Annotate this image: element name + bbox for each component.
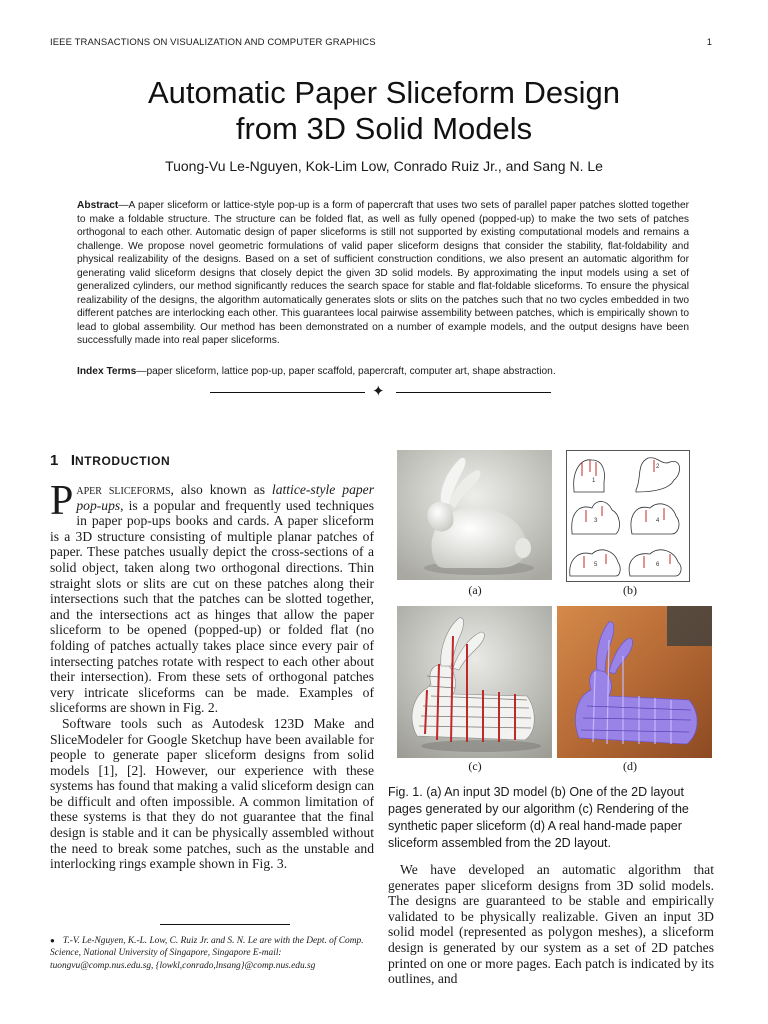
index-terms-label: Index Terms xyxy=(77,366,137,377)
section-title-initial: I xyxy=(70,452,76,469)
figure-label-d: (d) xyxy=(623,759,637,773)
section-heading xyxy=(50,452,170,469)
title-line-2: from 3D Solid Models xyxy=(235,111,533,146)
figure-label-b: (b) xyxy=(623,583,637,597)
intro-paragraph-3: We have developed an automatic algorithm that generates paper sliceform designs from 3D solid models. The designs are guaranteed to be stable and empirically validated to be physically realizable. Given an input 3D solid model (represented as polygon meshes), a sliceform design is generated by our system as a set of 2D patches printed on one or more pages. Each patch is indicated by its outlines, and xyxy=(388,862,714,987)
divider-line-right xyxy=(396,392,551,393)
figure-1c-image xyxy=(397,606,552,758)
lead-smallcaps: aper sliceforms xyxy=(76,482,171,497)
section-title-rest: NTRODUCTION xyxy=(75,454,171,468)
running-header: IEEE TRANSACTIONS ON VISUALIZATION AND COMPUTER GRAPHICS xyxy=(50,37,376,48)
layout-page-drawing xyxy=(566,450,690,582)
sliceform-render xyxy=(397,606,552,758)
figure-1d-image xyxy=(557,606,712,758)
figure-1-caption: Fig. 1. (a) An input 3D model (b) One of the 2D layout pages generated by our algorithm (c) Rendering of the synthetic paper sliceform (d) A real hand-made paper sliceform assembled from the 2D layout. xyxy=(388,785,689,850)
bunny-model-render xyxy=(397,450,552,580)
figure-label-c: (c) xyxy=(468,759,482,773)
dropcap-letter: P xyxy=(50,478,74,524)
paper-title xyxy=(0,75,768,147)
layout-number-4: 4 xyxy=(656,518,660,524)
layout-number-3: 3 xyxy=(594,518,598,524)
layout-number-1: 1 xyxy=(592,478,596,484)
handmade-sliceform-photo xyxy=(557,606,712,758)
footnote-text: T.-V. Le-Nguyen, K.-L. Low, C. Ruiz Jr. and S. N. Le are with the Dept. of Comp. Science, National University of Singapore, Singapore E-mail: tuongvu@comp.nus.edu.sg, {lowkl,conrado,lnsang}@comp.nus.edu.sg xyxy=(50,936,364,971)
abstract-text: —A paper sliceform or lattice-style pop-up is a form of papercraft that uses two sets of parallel paper patches slotted together to make a foldable structure. The structure can be folded flat, as well as fully opened (popped-up) to make the two sets of patches orthogonal to each other. Automatic design of paper sliceforms is still not supported by existing computational models and remains a challenge. We propose novel geometric formulations of valid paper sliceform designs that consider the stability, flat-foldability and physical realizability of the designs. Based on a set of sufficient construction conditions, we also present an automatic algorithm for generating valid sliceform designs that closely depict the given 3D solid models. By approximating the input models using a set of generalized cylinders, our method significantly reduces the search space for stable and flat-foldable sliceforms. To ensure the physical realizability of the designs, the algorithm automatically generates slots or slits on the patches such that no two cycles embedded in two different patches are interlocking each other. This guarantees local pairwise assembility between patches, which is empirically shown to lead to global assembility. Our method has been demonstrated on a number of example models, and the output designs have been successfully made into real paper sliceforms. xyxy=(77,200,689,346)
author-list: Tuong-Vu Le-Nguyen, Kok-Lim Low, Conrado Ruiz Jr., and Sang N. Le xyxy=(165,158,603,174)
page-number: 1 xyxy=(706,37,712,48)
abstract-label: Abstract xyxy=(77,200,119,211)
intro-paragraph-1 xyxy=(50,478,374,716)
layout-number-5: 5 xyxy=(594,562,598,568)
figure-1a-image xyxy=(397,450,552,580)
divider-star-icon: ✦ xyxy=(372,384,385,400)
lead-italic: lattice-style paper pop-ups xyxy=(76,482,374,513)
lead-after: , also known as xyxy=(170,482,272,497)
paragraph-1-text: , is a popular and frequently used techniques in paper pop-ups books and cards. A paper sliceform is a 3D structure consisting of multiple planar patches of paper. These patches usually depict the cross-sections of a solid object, taken along two orthogonal directions. Thin straight slots or slits are cut on these patches along their intersections such that the patches can be slotted together, and the intersections act as hinges that allow the paper sliceform to be opened (popped-up) or folded flat (no folding of patches actually takes place since every pair of intersecting patches rotate with respect to each other about their intersection). From these sets of orthogonal patches very intricate sliceforms can be made. Examples of sliceforms are shown in Fig. 2. xyxy=(50,497,374,716)
body-column-left xyxy=(50,478,374,872)
title-line-1: Automatic Paper Sliceform Design xyxy=(147,75,621,110)
divider-line-left xyxy=(210,392,365,393)
footnote-rule xyxy=(160,924,290,925)
layout-number-2: 2 xyxy=(656,464,660,470)
section-number: 1 xyxy=(50,452,59,469)
figure-1b-image xyxy=(566,450,690,582)
abstract xyxy=(77,199,689,348)
footnote-bullet: ● xyxy=(50,936,55,945)
author-footnote xyxy=(50,935,376,972)
index-terms xyxy=(77,365,689,379)
index-terms-text: —paper sliceform, lattice pop-up, paper scaffold, papercraft, computer art, shape abstraction. xyxy=(136,366,556,377)
figure-label-a: (a) xyxy=(468,583,482,597)
intro-paragraph-2: Software tools such as Autodesk 123D Make and SliceModeler for Google Sketchup have been available for people to generate paper sliceform designs from solid models [1], [2]. However, our experience with these systems has found that making a valid sliceform design can be difficult and often impossible. A common limitation of these systems is that they do not guarantee that the final design is stable and it can be physically assembled without the need to break some patches, such as the unstable and interlocking rings example shown in Fig. 3. xyxy=(50,715,374,872)
layout-number-6: 6 xyxy=(656,562,660,568)
body-column-right xyxy=(388,862,714,987)
